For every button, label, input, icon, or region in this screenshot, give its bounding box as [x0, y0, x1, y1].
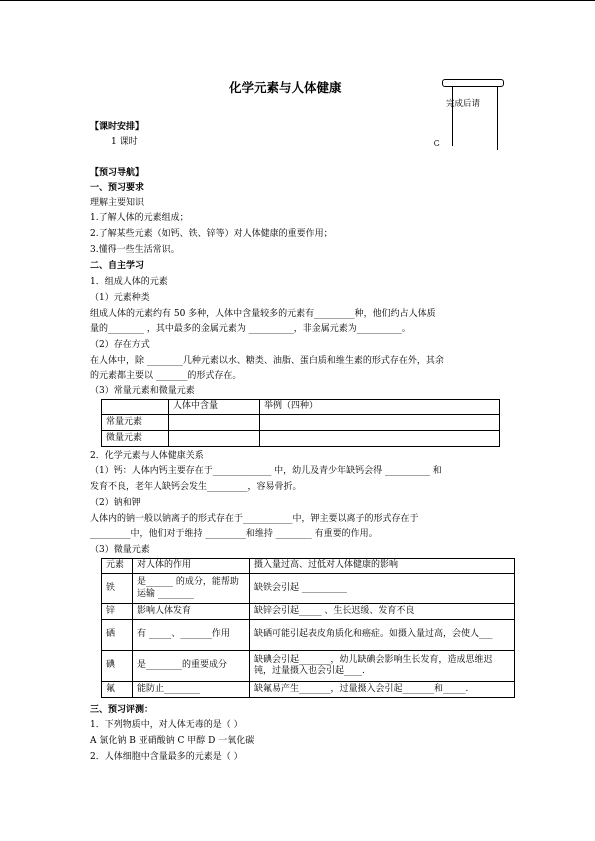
- section1-intro: 理解主要知识: [90, 198, 145, 208]
- table2-effect: 缺氟易产生_______，过量摄入会引起_______和_____.: [250, 682, 515, 698]
- question-1: 1．下列物质中，对人体无毒的是（ ）: [90, 720, 243, 730]
- section2-p2: 2．化学元素与人体健康关系: [90, 451, 204, 461]
- scroll-sketch-mark: Ꮯ: [434, 139, 440, 148]
- section2-p1-line3: 在人体中，除 ________几种元素以水、糖类、油脂、蛋白质和维生素的形式存在外，其余: [90, 356, 444, 366]
- table2-role: 是______ 的成分，能帮助运输 ________: [133, 574, 250, 604]
- scroll-sketch-right: [497, 86, 498, 150]
- table1-cell: [169, 415, 260, 431]
- table1-row-label: 微量元素: [102, 431, 169, 447]
- table2-effect: 缺碘会引起_______，幼儿缺碘会影响生长发育，造成思维迟钝，过量摄入也会引起____.: [250, 651, 515, 682]
- trace-element-table: [101, 558, 515, 698]
- page-top-border: [0, 0, 595, 1]
- table2-element: 碘: [102, 651, 133, 682]
- section2-p1-line2: 量的________ ，其中最多的金属元素为 __________，非金属元素为__________。: [90, 324, 411, 334]
- schedule-heading: 【课时安排】: [90, 122, 145, 132]
- guide-heading: 【预习导航】: [90, 168, 145, 178]
- table1-cell: [260, 431, 500, 447]
- question-2: 2．人体细胞中含量最多的元素是（ ）: [90, 752, 243, 762]
- table1-header-blank: [102, 400, 169, 415]
- table1-row-label: 常量元素: [102, 415, 169, 431]
- section2-p2-sub2: （2）钠和钾: [90, 498, 141, 508]
- table2-element: 氟: [102, 682, 133, 698]
- section2-p1-sub2: （2）存在方式: [90, 340, 150, 350]
- section2-p2-line3: 人体内的钠一般以钠离子的形式存在于___________中，钾主要以离子的形式存在于: [90, 514, 419, 524]
- section2-p2-line2: 发育不良，老年人缺钙会发生_________，容易骨折。: [90, 482, 302, 492]
- table2-element: 硒: [102, 620, 133, 651]
- section1-item-1: 1.了解人体的元素组成；: [90, 213, 189, 223]
- table2-header-effect: 摄入量过高、过低对人体健康的影响: [250, 559, 515, 574]
- section2-p1: 1．组成人体的元素: [90, 277, 168, 287]
- section2-p2-line4: _________中，他们对于维持 _________和维持 ________ 有重要的作用。: [90, 529, 378, 539]
- section2-p2-line1: （1）钙：人体内钙主要存在于_____________ 中，幼儿及青少年缺钙会得 __________ 和: [90, 466, 442, 476]
- section2-p2-sub3: （3）微量元素: [90, 545, 150, 555]
- section2-p1-line4: 的元素都主要以 _______的形式存在。: [90, 371, 242, 381]
- section2-p1-sub1: （1）元素种类: [90, 293, 150, 303]
- table2-role: 能防止________: [133, 682, 250, 698]
- table1-header-example: 举例（四种）: [260, 400, 500, 415]
- table1-cell: [169, 431, 260, 447]
- section1-heading: 一、预习要求: [90, 183, 145, 193]
- table2-role: 是________的重要成分: [133, 651, 250, 682]
- element-table: [101, 399, 500, 447]
- scroll-sketch-text: 完成后请: [446, 99, 481, 109]
- schedule-content: 1 课时: [111, 137, 138, 147]
- table2-role: 影响人体发育: [133, 604, 250, 620]
- table2-header-role: 对人体的作用: [133, 559, 250, 574]
- table1-header-content: 人体中含量: [169, 400, 260, 415]
- table2-effect: 缺铁会引起 __________: [250, 574, 515, 604]
- section3-heading: 三、预习评测：: [90, 705, 154, 715]
- section1-item-2: 2.了解某些元素（如钙、铁、锌等）对人体健康的重要作用；: [90, 229, 333, 239]
- table1-cell: [260, 415, 500, 431]
- scroll-sketch-left: [452, 86, 453, 146]
- table2-effect: 缺硒可能引起表皮角质化和癌症。如摄入量过高，会使人___: [250, 620, 515, 651]
- section2-p1-sub3: （3）常量元素和微量元素: [90, 386, 195, 396]
- table2-role: 有 _____、_______作用: [133, 620, 250, 651]
- section1-item-3: 3.懂得一些生活常识。: [90, 245, 180, 255]
- page-title: 化学元素与人体健康: [229, 80, 342, 95]
- section2-p1-line1: 组成人体的元素约有 50 多种，人体中含量较多的元素有_________种，他们约占人体质: [90, 309, 436, 319]
- table2-header-element: 元素: [102, 559, 133, 574]
- table2-effect: 缺锌会引起_____ 、生长迟缓、发育不良: [250, 604, 515, 620]
- section2-heading: 二、自主学习: [90, 261, 145, 271]
- question-1-options: A 氯化钠 B 亚硝酸钠 C 甲醇 D 一氧化碳: [90, 736, 255, 746]
- table2-element: 铁: [102, 574, 133, 604]
- table2-element: 锌: [102, 604, 133, 620]
